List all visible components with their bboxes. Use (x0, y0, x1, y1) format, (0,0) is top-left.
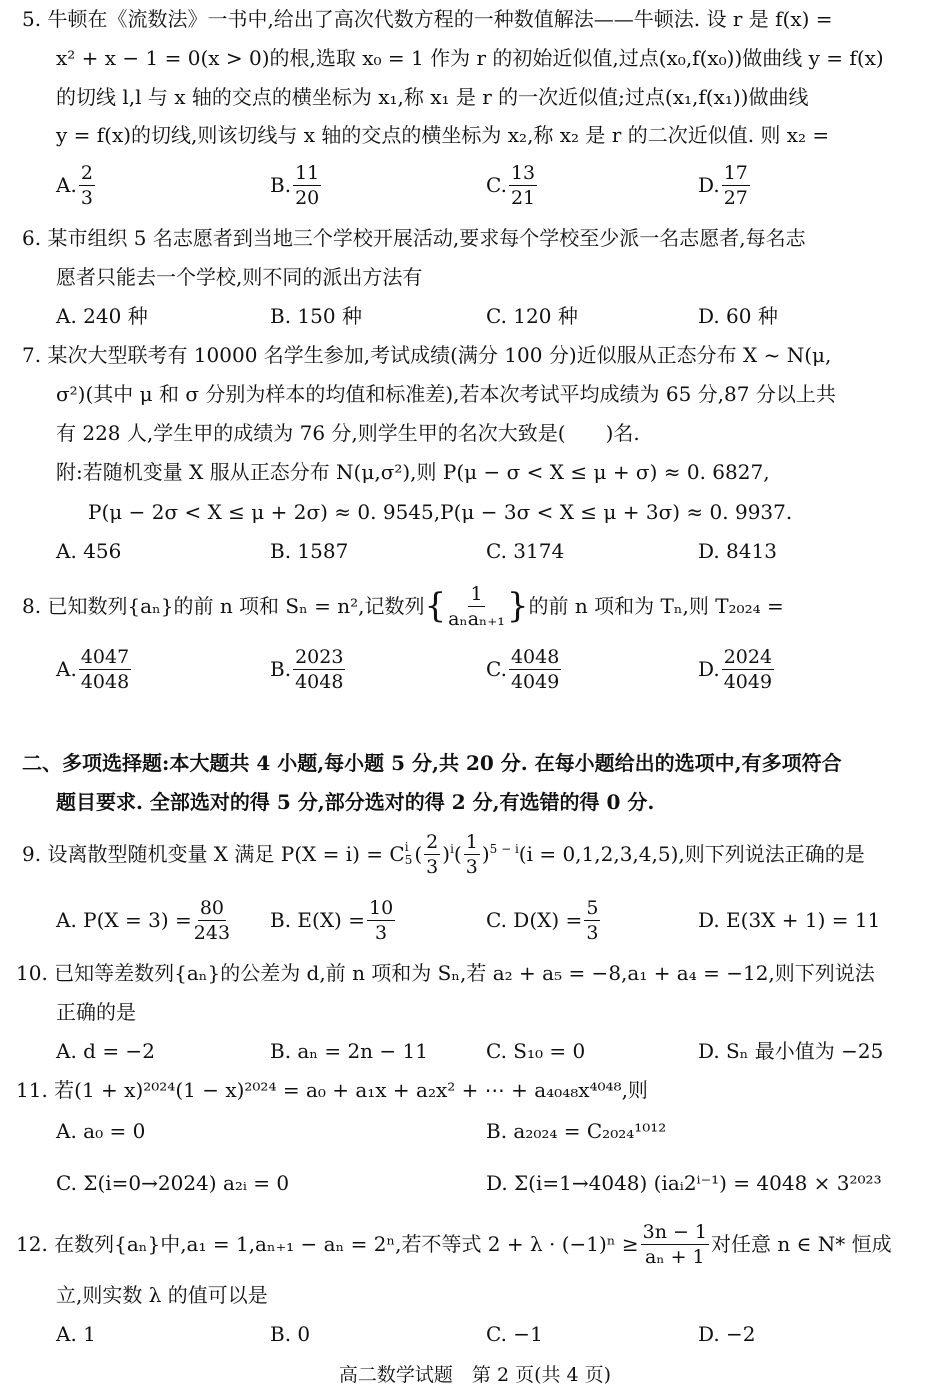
q7-option-a[interactable]: A. 456 (56, 539, 122, 563)
q6-option-d[interactable]: D. 60 种 (698, 304, 778, 328)
q12-line-2: 立,则实数 λ 的值可以是 (56, 1283, 268, 1307)
q9-stem-post: (i = 0,1,2,3,4,5),则下列说法正确的是 (518, 842, 865, 866)
q8-stem-post: 的前 n 项和为 Tₙ,则 T₂₀₂₄ = (528, 594, 784, 618)
q7-line-1: 7. 某次大型联考有 10000 名学生参加,考试成绩(满分 100 分)近似服从正态分布 X ~ N(μ, (22, 343, 832, 367)
q11-option-d[interactable]: D. Σ(i=1→4048) (iaᵢ2ⁱ⁻¹) = 4048 × 3²⁰²³ (486, 1171, 882, 1195)
q9-stem: 9. 设离散型随机变量 X 满足 P(X = i) = C i 5 ( $\frac{2}{3}$ ) $^i$ ( $\frac{1}{3}$ ) $^{5 - i}$ (i = 0,1,2,3,4,5),则下列说法正确的是 (22, 830, 865, 878)
q12-stem-pre: 12. 在数列{aₙ}中,a₁ = 1,aₙ₊₁ − aₙ = 2ⁿ,若不等式 2 + λ · (−1)ⁿ ≥ (16, 1232, 639, 1256)
q11-option-a[interactable]: A. a₀ = 0 (56, 1119, 146, 1143)
q6-option-c[interactable]: C. 120 种 (486, 304, 578, 328)
q10-option-a[interactable]: A. d = −2 (56, 1039, 155, 1063)
q10-line-2: 正确的是 (56, 1000, 136, 1024)
q10-option-c[interactable]: C. S₁₀ = 0 (486, 1039, 586, 1063)
q6-option-b[interactable]: B. 150 种 (270, 304, 362, 328)
q9-option-d[interactable]: D. E(3X + 1) = 11 (698, 908, 881, 932)
q5-line-3: 的切线 l,l 与 x 轴的交点的横坐标为 x₁,称 x₁ 是 r 的一次近似值;过点(x₁,f(x₁))做曲线 (56, 85, 809, 109)
q12-option-d[interactable]: D. −2 (698, 1322, 756, 1346)
q10-line-1: 10. 已知等差数列{aₙ}的公差为 d,前 n 项和为 Sₙ,若 a₂ + a₅ = −8,a₁ + a₄ = −12,则下列说法 (16, 961, 875, 985)
q7-option-d[interactable]: D. 8413 (698, 539, 777, 563)
q8-stem-pre: 8. 已知数列{aₙ}的前 n 项和 Sₙ = n²,记数列 (22, 594, 425, 618)
q10-option-d[interactable]: D. Sₙ 最小值为 −25 (698, 1039, 884, 1063)
q8-brace-left: { (424, 586, 447, 626)
q7-option-c[interactable]: C. 3174 (486, 539, 565, 563)
q12-option-a[interactable]: A. 1 (56, 1322, 96, 1346)
q9-combination-indices: i 5 (404, 840, 413, 867)
q12-stem (16, 1218, 892, 1270)
q11-stem: 11. 若(1 + x)²⁰²⁴(1 − x)²⁰²⁴ = a₀ + a₁x + a₂x² + ⋯ + a₄₀₄₈x⁴⁰⁴⁸,则 (16, 1078, 648, 1102)
q7-note-line-2: P(μ − 2σ < X ≤ μ + 2σ) ≈ 0. 9545,P(μ − 3σ < X ≤ μ + 3σ) ≈ 0. 9937. (88, 500, 793, 524)
q9-fraction-2: $\frac{1}{3}$ (465, 830, 478, 878)
q12-stem-post: 对任意 n ∈ N* 恒成 (711, 1232, 892, 1256)
q5-option-a[interactable]: A. $\frac{2}{3}$ (56, 161, 93, 209)
section-2-heading-line-2: 题目要求. 全部选对的得 5 分,部分选对的得 2 分,有选错的得 0 分. (56, 790, 655, 814)
q5-line-4: y = f(x)的切线,则该切线与 x 轴的交点的横坐标为 x₂,称 x₂ 是 r 的二次近似值. 则 x₂ = (56, 123, 830, 147)
q5-line-2: x² + x − 1 = 0(x > 0)的根,选取 x₀ = 1 作为 r 的初始近似值,过点(x₀,f(x₀))做曲线 y = f(x) (56, 46, 884, 70)
q10-option-b[interactable]: B. aₙ = 2n − 11 (270, 1039, 428, 1063)
page-footer: 高二数学试题 第 2 页(共 4 页) (338, 1364, 612, 1386)
section-2-heading-line-1: 二、多项选择题:本大题共 4 小题,每小题 5 分,共 20 分. 在每小题给出的选项中,有多项符合 (22, 751, 842, 775)
q7-note-line-1: 附:若随机变量 X 服从正态分布 N(μ,σ²),则 P(μ − σ < X ≤ μ + σ) ≈ 0. 6827, (56, 460, 770, 484)
q6-option-a[interactable]: A. 240 种 (56, 304, 148, 328)
q9-option-c[interactable]: C. D(X) = $\frac{5}{3}$ (486, 896, 599, 944)
q8-option-b[interactable]: B. $\frac{2023}{4048}$ (270, 645, 344, 693)
q11-option-c[interactable]: C. Σ(i=0→2024) a₂ᵢ = 0 (56, 1171, 290, 1195)
q6-line-1: 6. 某市组织 5 名志愿者到当地三个学校开展活动,要求每个学校至少派一名志愿者,每名志 (22, 226, 806, 250)
q8-sequence-fraction: $\frac{1}{\text{aₙaₙ₊₁}}$ (448, 582, 505, 630)
q7-option-b[interactable]: B. 1587 (270, 539, 349, 563)
q5-line-1: 5. 牛顿在《流数法》一书中,给出了高次代数方程的一种数值解法——牛顿法. 设 r 是 f(x) = (22, 7, 833, 31)
q9-stem-pre: 9. 设离散型随机变量 X 满足 P(X = i) = C (22, 842, 405, 866)
q5-option-c[interactable]: C. $\frac{13}{21}$ (486, 161, 536, 209)
q8-stem (22, 580, 784, 632)
q12-fraction: $\frac{3n - 1}{\text{aₙ + 1}}$ (642, 1220, 708, 1268)
q7-line-3: 有 228 人,学生甲的成绩为 76 分,则学生甲的名次大致是( )名. (56, 421, 640, 445)
q5-option-d[interactable]: D. $\frac{17}{27}$ (698, 161, 748, 209)
q8-option-a[interactable]: A. $\frac{4047}{4048}$ (56, 645, 130, 693)
q8-option-c[interactable]: C. $\frac{4048}{4049}$ (486, 645, 560, 693)
q11-option-b[interactable]: B. a₂₀₂₄ = C₂₀₂₄¹⁰¹² (486, 1119, 667, 1143)
q9-option-a[interactable]: A. P(X = 3) = $\frac{80}{243}$ (56, 896, 231, 944)
q9-option-b[interactable]: B. E(X) = $\frac{10}{3}$ (270, 896, 394, 944)
q12-option-c[interactable]: C. −1 (486, 1322, 543, 1346)
q12-option-b[interactable]: B. 0 (270, 1322, 311, 1346)
q5-option-b[interactable]: B. $\frac{11}{20}$ (270, 161, 320, 209)
q8-option-d[interactable]: D. $\frac{2024}{4049}$ (698, 645, 773, 693)
q8-brace-right: } (506, 586, 529, 626)
q6-line-2: 愿者只能去一个学校,则不同的派出方法有 (56, 265, 423, 289)
q7-line-2: σ²)(其中 μ 和 σ 分别为样本的均值和标准差),若本次考试平均成绩为 65 分,87 分以上共 (56, 382, 836, 406)
q9-fraction-1: $\frac{2}{3}$ (426, 830, 439, 878)
